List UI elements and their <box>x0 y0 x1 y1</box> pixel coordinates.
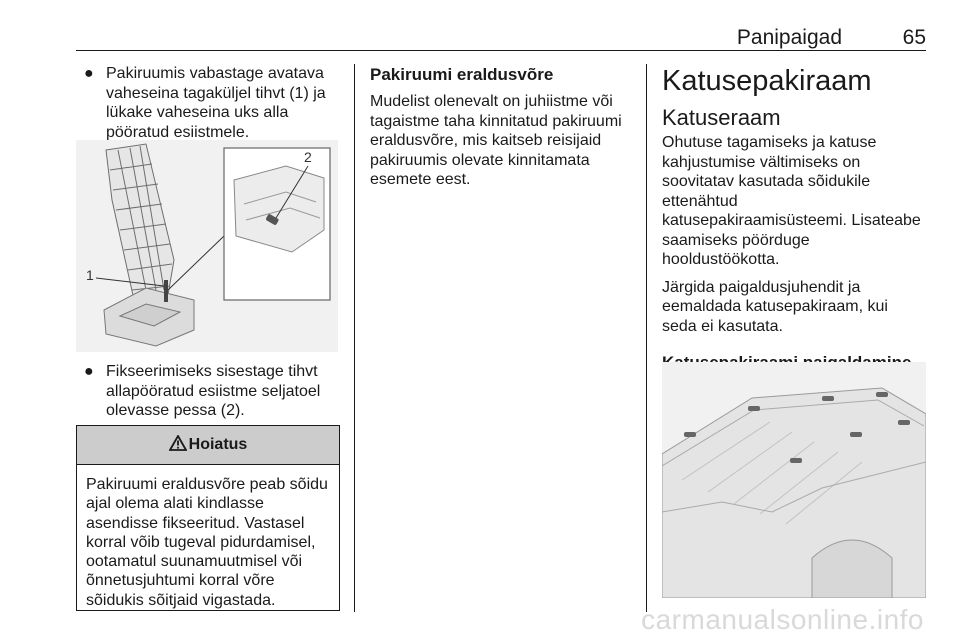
warning-triangle-icon <box>169 435 187 451</box>
roof-rack-illustration <box>662 362 926 598</box>
callout-label-1: 1 <box>86 267 94 283</box>
section-heading-partition: Pakiruumi eraldusvõre <box>370 65 554 84</box>
list-item <box>76 64 340 142</box>
partition-grille-illustration <box>76 140 338 352</box>
bullet-text-insert-pin: Fikseerimiseks sisestage tihvt allapööratud esiistme seljatoel olevasse pessa (2). <box>106 363 321 419</box>
vehicle-roof-drawing <box>662 388 926 598</box>
partition-grille-figure <box>76 140 338 352</box>
warning-header <box>77 426 339 465</box>
subsection-title: Katuseraam <box>662 105 781 130</box>
bullet-dot: ● <box>84 65 94 82</box>
seat-base-drawing <box>104 288 194 346</box>
roof-rack-figure <box>662 362 926 598</box>
list-item <box>76 362 340 421</box>
chapter-title: Katusepakiraam <box>662 65 872 97</box>
page-number: 65 <box>902 26 926 49</box>
column-left-lower <box>76 362 340 421</box>
partition-description: Mudelist olenevalt on juhiistme või tagaistme taha kinnitatud pakiruumi eraldusvõre, mis kaitseb reisijaid pakiruumis olevate kinnitamata esemete eest. <box>370 93 622 188</box>
section-title: Panipaigad <box>736 26 842 49</box>
bullet-dot: ● <box>84 363 94 380</box>
watermark: carmanualsonline.info <box>641 604 924 635</box>
roof-rack-paragraph-2: Järgida paigaldusjuhendit ja eemaldada katusepakiraam, kui seda ei kasutata. <box>662 278 888 335</box>
column-left <box>76 64 340 142</box>
inset-detail <box>224 148 330 300</box>
warning-box <box>76 425 340 611</box>
bullet-text-release-pin: Pakiruumis vabastage avatava vaheseina tagaküljel tihvt (1) ja lükake vaheseina uks alla pööratud esiistmele. <box>106 65 326 141</box>
page-header <box>76 26 926 52</box>
header-rule <box>76 50 926 51</box>
column-divider <box>354 64 355 612</box>
column-right <box>662 64 926 374</box>
warning-title: Hoiatus <box>188 436 248 453</box>
warning-text: Pakiruumi eraldusvõre peab sõidu ajal olema alati kindlasse asendisse fikseeritud. Vastasel korral võib tugeval pidurdamisel, ootamatul suunamuutmisel või õnnetusjuhtumi korral võre sõidukis sõitjaid vigastada. <box>86 476 328 609</box>
grille-drawing <box>106 144 174 300</box>
pin-marker <box>164 280 168 302</box>
callout-label-2: 2 <box>304 149 312 165</box>
inset-leader <box>168 236 224 290</box>
column-middle <box>370 64 628 190</box>
column-divider <box>646 64 647 612</box>
roof-rack-paragraph-1: Ohutuse tagamiseks ja katuse kahjustumise vältimiseks on soovitatav kasutada sõidukile ettenähtud katusepakiraamisüsteemi. Lisateabe saamiseks pöörduge hooldustöökotta. <box>662 134 921 268</box>
